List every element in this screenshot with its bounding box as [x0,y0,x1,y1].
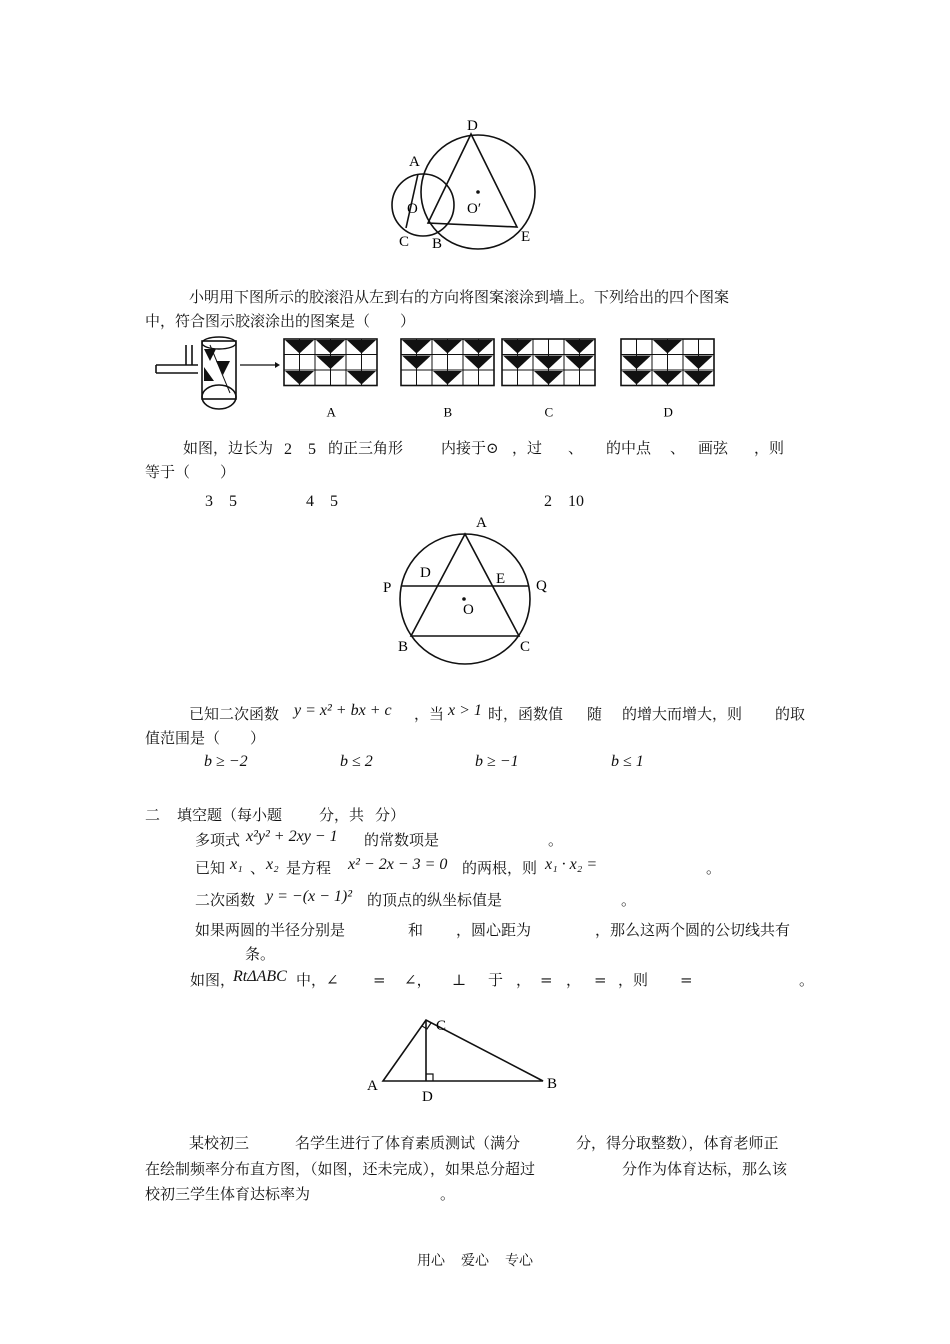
fill4-text-e: 条。 [245,945,276,963]
figure-inscribed-triangle [380,510,550,670]
pattern-option-label: B [443,404,453,420]
fill5-text-a: 如图， [190,971,236,989]
label-a: A [367,1078,378,1094]
pattern-options [280,335,725,420]
chord-q-text-d: ，过 [512,439,543,457]
triangle-acb [383,1020,543,1081]
figure-two-circles [385,110,555,260]
section2-title-c: 分） [375,806,406,824]
fill5-text-g: ， [516,971,532,989]
footer-c: 专心 [505,1253,533,1269]
quad-q-text-e: 的增大而增大，则 [622,705,743,723]
quad-choice-3: b ≥ −1 [475,753,519,770]
label-o: O [407,201,418,217]
chord-q-line2: 等于（ ） [145,463,236,481]
fill5-triangle: RtΔABC [233,968,287,985]
label-a: A [409,154,420,170]
roller-question-line1: 小明用下图所示的胶滚沿从左到右的方向将图案滚涂到墙上。下列给出的四个图案 [189,288,730,306]
roller-pattern-2 [216,361,230,375]
fill5-text-b: 中，∠ [296,971,339,989]
fill4-text-a: 如果两圆的半径分别是 [195,921,346,939]
quad-q-line2: 值范围是（ ） [145,729,266,747]
chord-q-text-f: 的中点 [606,439,652,457]
fill3-formula: y = −(x − 1)² [266,888,353,905]
quad-q-formula: y = x² + bx + c [294,702,392,719]
figure-right-triangle [360,1015,570,1110]
fill5-text-l: = [680,971,693,989]
footer-b: 爱心 [461,1253,489,1269]
label-c: C [399,234,410,250]
fill3-text-a: 二次函数 [195,891,256,909]
chord-q-text-b: 的正三角形 [328,439,404,457]
fill2-text-b: 是方程 [286,859,332,877]
quad-choice-2: b ≤ 2 [340,753,373,770]
quad-choice-1: b ≥ −2 [204,753,248,770]
fill3-text-b: 的顶点的纵坐标值是 [367,891,503,909]
fill2-end: 。 [706,859,722,877]
pattern-option-3 [502,339,595,420]
label-d: D [467,118,478,134]
center-o-dot [462,597,466,601]
quad-q-condition: x > 1 [448,702,482,719]
pattern-option-label: A [326,404,336,420]
roller-question-line2: 中，符合图示胶滚涂出的图案是（ ） [145,312,416,330]
roller-pattern-3 [204,367,214,381]
fill2-sep: 、 [250,859,266,877]
label-o: O [463,602,474,618]
fill5-end: 。 [799,971,815,989]
quad-q-text-b: ，当 [414,705,445,723]
fill2-x1: x₁ [230,856,243,873]
section2-number: 二 [145,806,161,824]
roller-bottom [202,385,236,409]
pattern-option-label: C [544,404,554,420]
fill1-text-a: 多项式 [195,831,241,849]
chord-q-text-i: ，则 [754,439,785,457]
roller-figure [150,335,280,415]
label-b: B [398,639,409,655]
quad-q-text-d: 随 [587,705,603,723]
label-b: B [432,236,443,252]
fill1-text-b: 的常数项是 [364,831,440,849]
fill4-text-c: ，圆心距为 [456,921,532,939]
section2-title-b: 分，共 [319,806,365,824]
sports-q-text-e: 分作为体育达标，那么该 [622,1160,788,1178]
quad-q-text-a: 已知二次函数 [189,705,280,723]
fill2-x2: x₂ [266,856,279,873]
section2-title-a: 填空题（每小题 [177,806,283,824]
chord-q-text-c: 内接于⊙ [441,439,499,457]
label-d: D [422,1089,433,1105]
fill1-formula: x²y² + 2xy − 1 [246,828,338,845]
fill2-equation: x² − 2x − 3 = 0 [348,856,448,873]
pattern-option-4 [621,339,714,420]
label-p: P [383,580,392,596]
fill5-text-h: = [540,971,553,989]
pattern-option-label: D [663,404,673,420]
quad-choice-4: b ≤ 1 [611,753,644,770]
fill3-end: 。 [621,891,637,909]
fill1-end: 。 [548,831,564,849]
sports-q-text-c: 分，得分取整数），体育老师正 [576,1134,779,1152]
label-c: C [436,1018,447,1034]
chord-choice-2: 4 5 [306,493,339,510]
label-c: C [520,639,531,655]
chord-q-text-a: 如图，边长为 [183,439,274,457]
fill5-text-k: ，则 [618,971,649,989]
label-a: A [476,515,487,531]
pattern-option-1 [284,339,377,420]
chord-choice-3: 2 10 [544,493,585,510]
fill2-text-a: 已知 [195,859,226,877]
sports-q-text-b: 名学生进行了体育素质测试（满分 [295,1134,521,1152]
label-b: B [547,1076,558,1092]
chord-q-side-length: 2 5 [284,441,317,458]
fill5-text-i: ， [566,971,582,989]
fill2-product: x₁ · x₂ = [545,856,598,873]
chord-choice-1: 3 5 [205,493,238,510]
fill5-text-j: = [594,971,607,989]
fill5-text-f: 于 [488,971,504,989]
fill4-text-d: ，那么这两个圆的公切线共有 [595,921,791,939]
fill2-text-c: 的两根，则 [462,859,538,877]
chord-q-text-g: 、 [670,439,686,457]
center-dot [476,190,480,194]
sports-q-text-a: 某校初三 [189,1134,250,1152]
footer-a: 用心 [417,1253,445,1269]
label-o-prime: O′ [467,201,482,217]
sports-q-text-d: 在绘制频率分布直方图，（如图，还未完成），如果总分超过 [145,1160,536,1178]
fill5-text-c: = [373,971,386,989]
fill5-text-d: ∠， [404,971,432,989]
label-e: E [521,229,531,245]
fill5-text-e: ⊥ [452,971,467,989]
quad-q-text-c: 时，函数值 [488,705,564,723]
label-d: D [420,565,431,581]
sports-q-text-f: 校初三学生体育达标率为 [145,1185,311,1203]
quad-q-text-f: 的取 [775,705,806,723]
sports-q-end: 。 [440,1185,456,1203]
roller-top [202,337,236,349]
right-angle-mark-d [426,1074,433,1081]
chord-q-text-h: 画弦 [698,439,729,457]
chord-q-text-e: 、 [568,439,584,457]
fill4-text-b: 和 [408,921,424,939]
label-e: E [496,571,506,587]
pattern-option-2 [401,339,494,420]
label-q: Q [536,578,547,594]
